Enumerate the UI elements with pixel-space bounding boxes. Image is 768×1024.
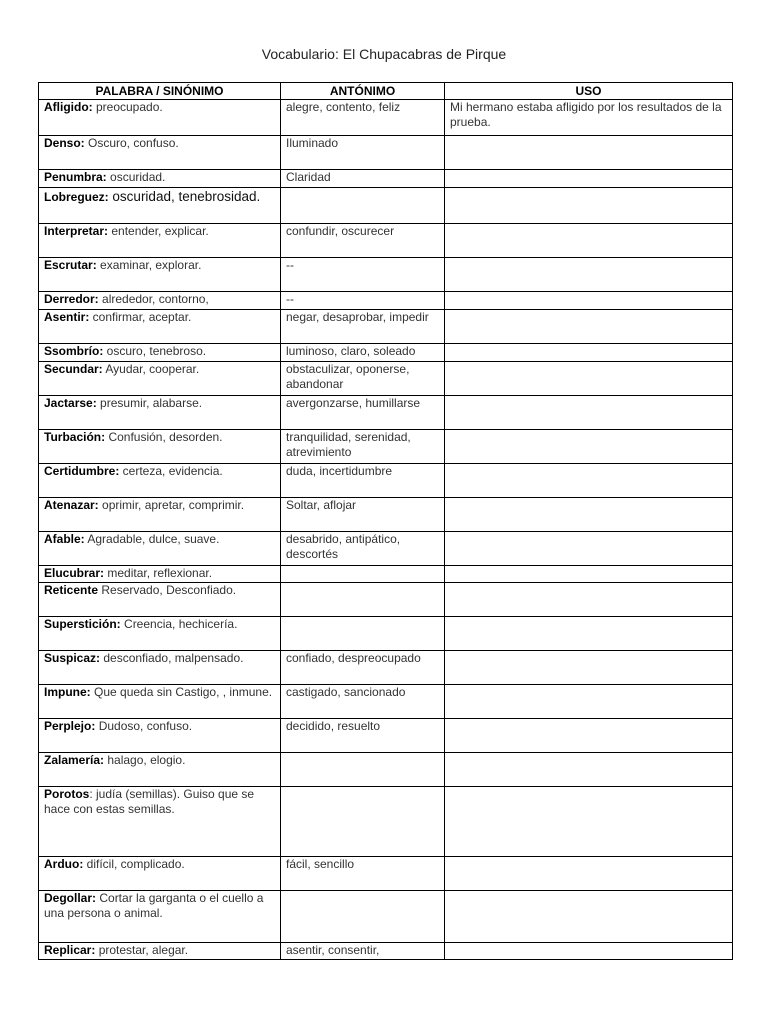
cell-palabra-sinonimo (39, 188, 281, 224)
cell-palabra-sinonimo (39, 430, 281, 464)
vocab-word: Penumbra: (44, 170, 107, 184)
cell-uso (445, 719, 733, 753)
vocab-synonyms: Cortar la garganta o el cuello a una persona o animal. (44, 891, 264, 920)
table-row (39, 224, 733, 258)
vocab-synonyms: protestar, alegar. (95, 943, 189, 957)
vocab-word: Degollar: (44, 891, 97, 905)
table-row (39, 464, 733, 498)
cell-antonimo: luminoso, claro, soleado (281, 344, 445, 362)
cell-uso (445, 396, 733, 430)
cell-palabra-sinonimo (39, 292, 281, 310)
cell-palabra-sinonimo (39, 532, 281, 566)
table-row (39, 566, 733, 583)
cell-antonimo (281, 566, 445, 583)
document-title: Vocabulario: El Chupacabras de Pirque (261, 46, 507, 62)
table-header-row (39, 83, 733, 100)
cell-palabra-sinonimo (39, 719, 281, 753)
cell-palabra-sinonimo (39, 258, 281, 292)
table-row (39, 344, 733, 362)
table-row (39, 617, 733, 651)
cell-palabra-sinonimo (39, 310, 281, 344)
vocab-word: Afable: (44, 532, 85, 546)
vocab-word: Reticente (44, 583, 99, 597)
cell-palabra-sinonimo (39, 464, 281, 498)
cell-uso (445, 344, 733, 362)
cell-antonimo: decidido, resuelto (281, 719, 445, 753)
vocab-word: Derredor: (44, 292, 99, 306)
table-row (39, 258, 733, 292)
table-row (39, 719, 733, 753)
cell-antonimo: confiado, despreocupado (281, 651, 445, 685)
vocab-synonyms: oprimir, apretar, comprimir. (98, 498, 245, 512)
cell-palabra-sinonimo (39, 170, 281, 188)
cell-palabra-sinonimo (39, 787, 281, 857)
cell-palabra-sinonimo (39, 498, 281, 532)
table-row (39, 170, 733, 188)
vocab-word: Secundar: (44, 362, 103, 376)
table-body (39, 100, 733, 960)
cell-antonimo: obstaculizar, oponerse, abandonar (281, 362, 445, 396)
vocab-synonyms: oscuridad, tenebrosidad. (108, 189, 261, 204)
vocab-word: Asentir: (44, 310, 90, 324)
vocab-word: Jactarse: (44, 396, 97, 410)
vocab-synonyms: presumir, alabarse. (96, 396, 203, 410)
cell-antonimo (281, 891, 445, 943)
cell-palabra-sinonimo (39, 617, 281, 651)
cell-uso (445, 310, 733, 344)
cell-antonimo: negar, desaprobar, impedir (281, 310, 445, 344)
cell-uso (445, 258, 733, 292)
vocab-word: Suspicaz: (44, 651, 101, 665)
cell-antonimo (281, 753, 445, 787)
vocab-synonyms: Agradable, dulce, suave. (84, 532, 220, 546)
table-row (39, 787, 733, 857)
cell-palabra-sinonimo (39, 891, 281, 943)
cell-uso (445, 617, 733, 651)
cell-antonimo: confundir, oscurecer (281, 224, 445, 258)
cell-palabra-sinonimo (39, 753, 281, 787)
vocab-word: Denso: (44, 136, 85, 150)
cell-antonimo: asentir, consentir, (281, 943, 445, 960)
table-row (39, 310, 733, 344)
vocab-synonyms: desconfiado, malpensado. (100, 651, 244, 665)
cell-uso (445, 891, 733, 943)
cell-antonimo (281, 188, 445, 224)
cell-uso (445, 943, 733, 960)
vocab-synonyms: halago, elogio. (104, 753, 186, 767)
vocab-word: Arduo: (44, 857, 84, 871)
header-palabra: PALABRA / SINÓNIMO (39, 83, 281, 100)
cell-uso (445, 136, 733, 170)
header-uso: USO (445, 83, 733, 100)
cell-uso: Mi hermano estaba afligido por los resultados de la prueba. (445, 100, 733, 136)
table-row (39, 188, 733, 224)
vocab-word: Impune: (44, 685, 91, 699)
table-row (39, 891, 733, 943)
vocab-synonyms: examinar, explorar. (96, 258, 202, 272)
vocab-word: Perplejo: (44, 719, 96, 733)
vocab-word: Certidumbre: (44, 464, 120, 478)
cell-antonimo: tranquilidad, serenidad, atrevimiento (281, 430, 445, 464)
vocab-synonyms: difícil, complicado. (83, 857, 185, 871)
table-row (39, 430, 733, 464)
cell-antonimo: fácil, sencillo (281, 857, 445, 891)
cell-antonimo: Iluminado (281, 136, 445, 170)
vocab-synonyms: Ayudar, cooperar. (102, 362, 200, 376)
vocab-synonyms: oscuro, tenebroso. (103, 344, 207, 358)
cell-palabra-sinonimo (39, 685, 281, 719)
vocab-synonyms: Oscuro, confuso. (84, 136, 179, 150)
cell-uso (445, 566, 733, 583)
table-row (39, 685, 733, 719)
cell-palabra-sinonimo (39, 396, 281, 430)
cell-palabra-sinonimo (39, 136, 281, 170)
cell-palabra-sinonimo (39, 651, 281, 685)
table-row (39, 100, 733, 136)
cell-antonimo: -- (281, 292, 445, 310)
vocab-word: Escrutar: (44, 258, 97, 272)
vocab-synonyms: confirmar, aceptar. (89, 310, 192, 324)
cell-palabra-sinonimo (39, 857, 281, 891)
cell-antonimo: avergonzarse, humillarse (281, 396, 445, 430)
vocabulary-table (38, 82, 733, 960)
vocab-word: Replicar: (44, 943, 96, 957)
table-row (39, 532, 733, 566)
cell-palabra-sinonimo (39, 224, 281, 258)
cell-uso (445, 292, 733, 310)
cell-uso (445, 464, 733, 498)
cell-antonimo: Soltar, aflojar (281, 498, 445, 532)
cell-uso (445, 651, 733, 685)
vocab-synonyms: alrededor, contorno, (98, 292, 209, 306)
header-antonimo: ANTÓNIMO (281, 83, 445, 100)
cell-antonimo: desabrido, antipático, descortés (281, 532, 445, 566)
vocab-word: Ssombrío: (44, 344, 104, 358)
cell-uso (445, 188, 733, 224)
cell-antonimo (281, 787, 445, 857)
cell-uso (445, 362, 733, 396)
table-row (39, 943, 733, 960)
table-row (39, 651, 733, 685)
cell-antonimo (281, 583, 445, 617)
cell-antonimo: alegre, contento, feliz (281, 100, 445, 136)
vocab-word: Zalamería: (44, 753, 105, 767)
cell-uso (445, 532, 733, 566)
cell-uso (445, 857, 733, 891)
vocab-synonyms: preocupado. (92, 100, 163, 114)
vocab-word: Interpretar: (44, 224, 109, 238)
vocab-synonyms: Creencia, hechicería. (120, 617, 238, 631)
vocab-word: Atenazar: (44, 498, 99, 512)
cell-antonimo: duda, incertidumbre (281, 464, 445, 498)
cell-uso (445, 787, 733, 857)
table-row (39, 362, 733, 396)
table-row (39, 583, 733, 617)
cell-uso (445, 685, 733, 719)
table-row (39, 136, 733, 170)
cell-antonimo: castigado, sancionado (281, 685, 445, 719)
vocab-word: Elucubrar: (44, 566, 105, 580)
cell-antonimo: -- (281, 258, 445, 292)
table-row (39, 292, 733, 310)
vocab-word: Lobreguez: (44, 190, 109, 204)
cell-antonimo (281, 617, 445, 651)
vocab-synonyms: Reservado, Desconfiado. (98, 583, 237, 597)
cell-palabra-sinonimo (39, 566, 281, 583)
cell-uso (445, 583, 733, 617)
cell-palabra-sinonimo (39, 943, 281, 960)
vocab-synonyms: Confusión, desorden. (105, 430, 223, 444)
cell-antonimo: Claridad (281, 170, 445, 188)
cell-palabra-sinonimo (39, 100, 281, 136)
vocab-synonyms: Que queda sin Castigo, , inmune. (90, 685, 273, 699)
vocab-synonyms: certeza, evidencia. (119, 464, 223, 478)
cell-palabra-sinonimo (39, 362, 281, 396)
vocab-word: Superstición: (44, 617, 121, 631)
table-row (39, 753, 733, 787)
cell-uso (445, 498, 733, 532)
vocab-synonyms: oscuridad. (106, 170, 166, 184)
vocab-word: Turbación: (44, 430, 106, 444)
vocab-synonyms: Dudoso, confuso. (95, 719, 193, 733)
cell-uso (445, 224, 733, 258)
vocab-synonyms: : judía (semillas). Guiso que se hace con estas semillas. (44, 787, 255, 816)
vocab-synonyms: entender, explicar. (108, 224, 209, 238)
vocab-synonyms: meditar, reflexionar. (104, 566, 213, 580)
cell-uso (445, 430, 733, 464)
table-row (39, 498, 733, 532)
table-row (39, 396, 733, 430)
vocab-word: Porotos (44, 787, 90, 801)
cell-palabra-sinonimo (39, 344, 281, 362)
cell-uso (445, 753, 733, 787)
vocab-word: Afligido: (44, 100, 93, 114)
cell-palabra-sinonimo (39, 583, 281, 617)
cell-uso (445, 170, 733, 188)
table-row (39, 857, 733, 891)
